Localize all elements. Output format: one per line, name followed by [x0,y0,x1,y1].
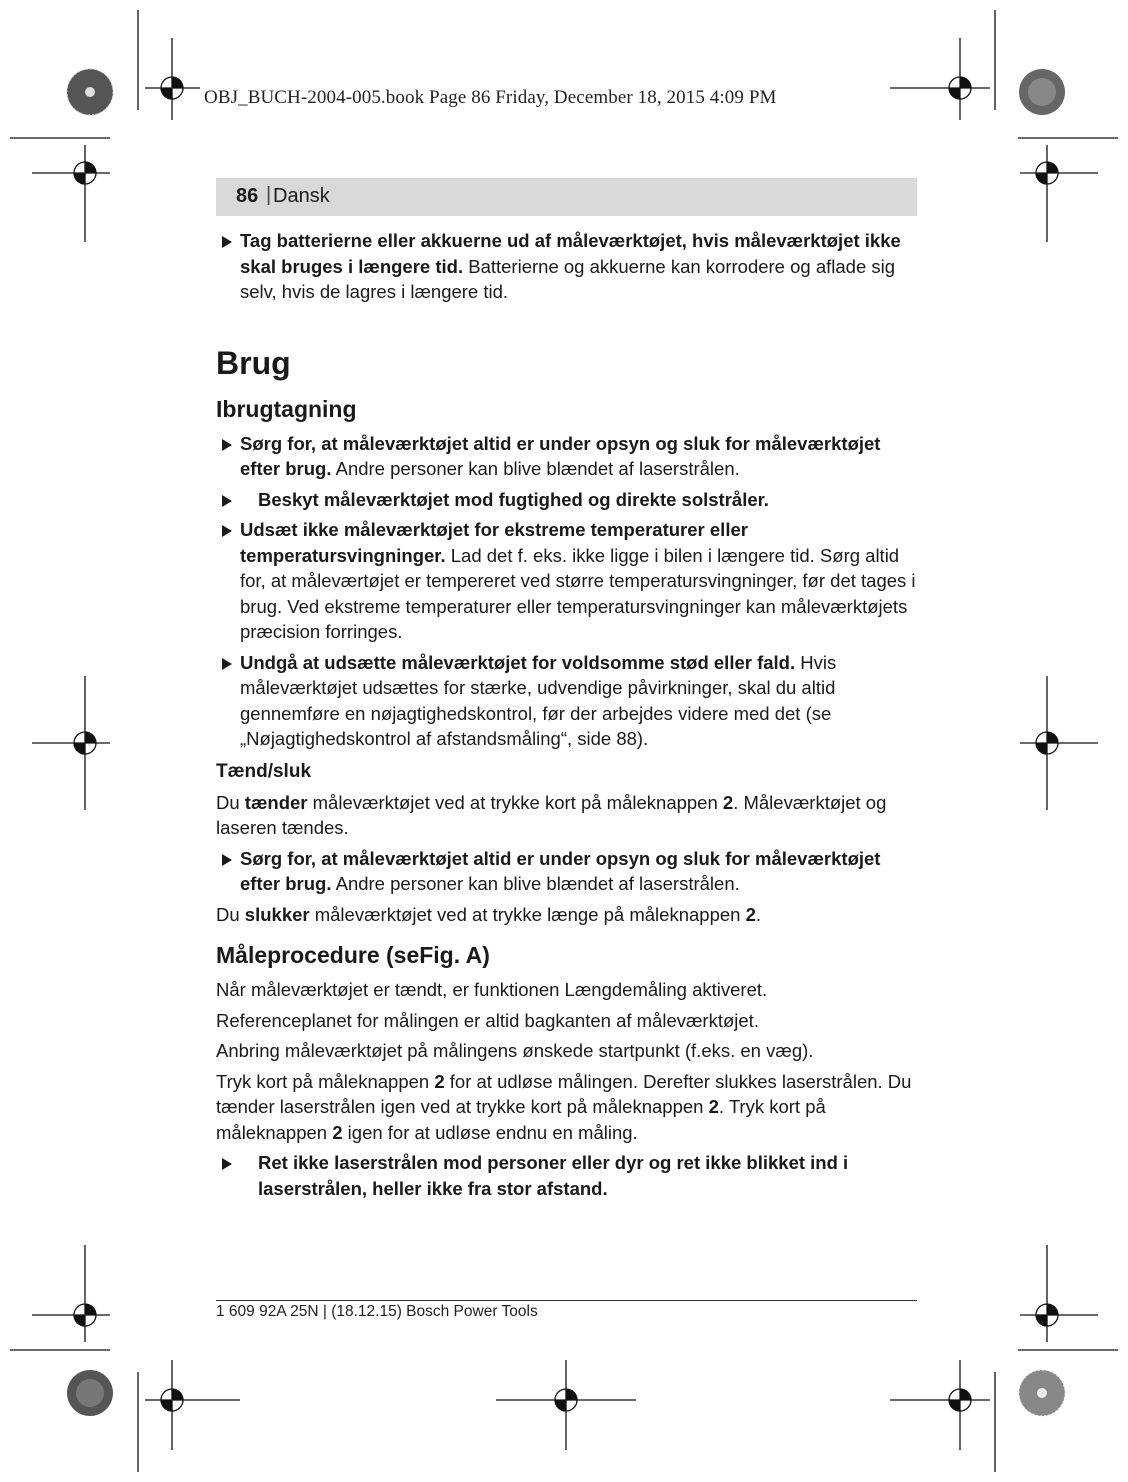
heading-taend-sluk: Tænd/sluk [216,760,312,782]
crosshair-bottom-left [145,1360,240,1450]
bullet-supervision-repeat: Sørg for, at måleværktøjet altid er under opsyn og sluk for måleværktøjet efter brug. Andre personer kan blive blændet af laserstrålen. [216,846,918,897]
bullet-triangle-icon [222,854,232,866]
rosette-top-left [67,69,113,115]
crosshair-left-lower [32,1245,110,1342]
bullet-laser-warning: Ret ikke laserstrålen mod personer eller dyr og ret ikke blikket ind i laserstrålen, heller ikke fra stor afstand. [216,1150,918,1201]
crosshair-right-lower [1020,1245,1098,1342]
rosette-top-right [1019,69,1065,115]
crosshair-top-right [890,38,990,120]
paragraph-length-mode: Når måleværktøjet er tændt, er funktionen Længdemåling aktiveret. [216,979,768,1000]
heading-ibrugtagning: Ibrugtagning [216,395,357,422]
crosshair-right-upper [1020,145,1098,242]
page-band [216,178,917,216]
crosshair-left-middle [32,676,110,810]
crosshair-right-middle [1020,676,1098,810]
main-content [216,228,918,1206]
rosette-bottom-left [67,1370,113,1416]
bullet-triangle-icon [222,439,232,451]
paragraph-start-point: Anbring måleværktøjet på målingens ønskede startpunkt (f.eks. en væg). [216,1040,814,1061]
heading-brug: Brug [216,344,291,381]
paragraph-reference-plane: Referenceplanet for målingen er altid bagkanten af måleværktøjet. [216,1009,759,1031]
paragraph-switch-on: Du tænder måleværktøjet ved at trykke kort på måleknappen 2. Måleværktøjet og laseren tændes. [216,791,887,838]
rosette-bottom-right [1019,1370,1065,1416]
bullet-triangle-icon [222,525,232,537]
bullet-moisture: Beskyt måleværktøjet mod fugtighed og direkte solstråler. [216,487,918,513]
page-language: Dansk [273,185,330,207]
paragraph-switch-off: Du slukker måleværktøjet ved at trykke længe på måleknappen 2. [216,903,762,925]
bullet-temperature: Udsæt ikke måleværktøjet for ekstreme temperaturer eller temperatursvingninger. Lad det f. eks. ikke ligge i bilen i længere tid. Sørg altid for, at måleværtøjet er tempereret ved større temperatursvingninger, før det tages i brug. Ved ekstreme temperaturer eller temperatursvingninger kan måleværktøjets præcision forringes. [216,517,918,645]
bullet-triangle-icon [222,1158,232,1170]
page-number: 86 [236,185,259,207]
crosshair-left-upper [32,145,110,242]
bullet-supervision: Sørg for, at måleværktøjet altid er under opsyn og sluk for måleværktøjet efter brug. Andre personer kan blive blændet af laserstrålen. [216,431,918,482]
bullet-impact: Undgå at udsætte måleværktøjet for voldsomme stød eller fald. Hvis måleværktøjet udsættes for stærke, udvendige påvirkninger, skal du altid gennemføre en nøjagtighedskontrol, før der arbejdes videre med det (se „Nøjagtighedskontrol af afstandsmåling“, side 88). [216,650,918,752]
bullet-triangle-icon [222,495,232,507]
book-header: OBJ_BUCH-2004-005.book Page 86 Friday, December 18, 2015 4:09 PM [204,87,777,108]
paragraph-measure-press: Tryk kort på måleknappen 2 for at udløse målingen. Derefter slukkes laserstrålen. Du tænder laserstrålen igen ved at trykke kort på måleknappen 2. Tryk kort på måleknappen 2 igen for at udløse endnu en måling. [216,1070,912,1143]
bullet-storage: Tag batterierne eller akkuerne ud af måleværktøjet, hvis måleværktøjet ikke skal bruges i længere tid. Batterierne og akkuerne kan korrodere og aflade sig selv, hvis de lagres i længere tid. [216,228,918,305]
heading-maaleprocedure: Måleprocedure (seFig. A) [216,942,490,968]
bullet-triangle-icon [222,236,232,248]
footer-text: 1 609 92A 25N | (18.12.15) Bosch Power Tools [216,1303,538,1320]
crosshair-bottom-right [890,1360,990,1450]
bullet-triangle-icon [222,658,232,670]
page-separator: | [266,184,272,206]
footer-rule [216,1300,917,1301]
